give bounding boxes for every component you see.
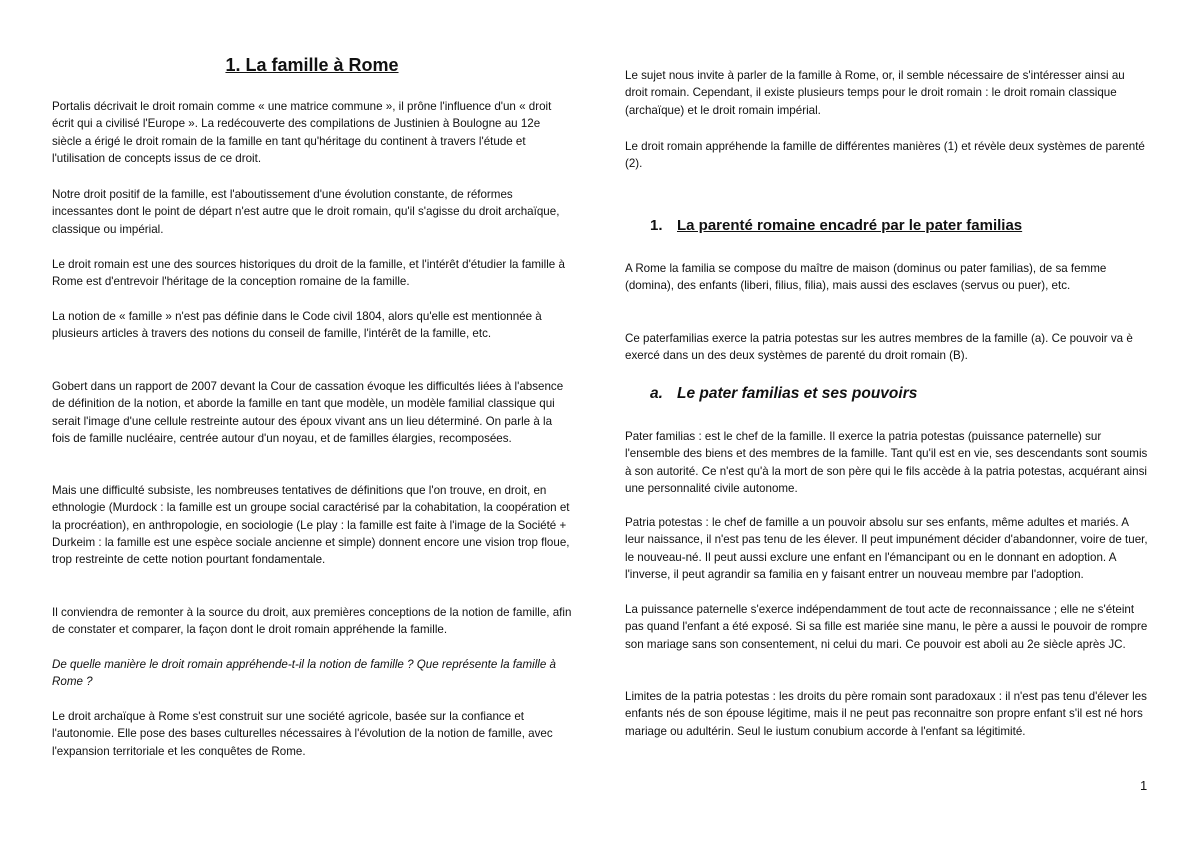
paragraph: Le droit romain est une des sources historiques du droit de la famille, et l'intérêt d'étudier la famille à Rome est d'entrevoir l'héritage de la conception romaine de la famille.	[52, 258, 565, 289]
paragraph: Il conviendra de remonter à la source du droit, aux premières conceptions de la notion de famille, afin de constater et comparer, la façon dont le droit romain appréhende la famille.	[52, 606, 572, 637]
paragraph: Le sujet nous invite à parler de la famille à Rome, or, il semble nécessaire de s'intéresser ainsi au droit romain. Cependant, il existe plusieurs temps pour le droit romain : le droit romain classique (archaïque) et le droit romain impérial.	[625, 69, 1125, 117]
paragraph: La notion de « famille » n'est pas définie dans le Code civil 1804, alors qu'elle est mentionnée à plusieurs articles à travers des notions du conseil de famille, l'intérêt de la famille, etc.	[52, 310, 542, 341]
paragraph: Pater familias : est le chef de la famille. Il exerce la patria potestas (puissance paternelle) sur l'ensemble des biens et des membres de la famille. Tant qu'il est en vie, ses descendants sont soumis à son autorité. Ce n'est qu'à la mort de son père qui le fils accède à la patria potestas, acquérant ainsi une personnalité civile autonome.	[625, 430, 1148, 495]
paragraph: Limites de la patria potestas : les droits du père romain sont paradoxaux : il n'est pas tenu d'élever les enfants nés de son épouse légitime, mais il ne peut pas reconnaitre son propre enfant s'il est né hors mariage ou adultérin. Seul le iustum conubium accorde à l'enfant sa légitimité.	[625, 690, 1147, 738]
page-number: 1	[1140, 778, 1148, 793]
paragraph: Mais une difficulté subsiste, les nombreuses tentatives de définitions que l'on trouve, en droit, en ethnologie (Murdock : la famille est un groupe social caractérisé par la cohabitation, la coopération et la procréation), en anthropologie, en sociologie (Le play : la famille est faite à l'image de la Société + Durkeim : la famille est une espèce sociale ancienne et simple) donnent encore une vision trop floue, trop restreinte de cette notion pourtant fondamentale.	[52, 484, 570, 567]
paragraph: Le droit romain appréhende la famille de différentes manières (1) et révèle deux systèmes de parenté (2).	[625, 140, 1145, 171]
paragraph: La puissance paternelle s'exerce indépendamment de tout acte de reconnaissance ; elle ne s'éteint pas quand l'enfant a été exposé. Si sa fille est mariée sine manu, le père a aussi le pouvoir de rompre son mariage sans son consentement, ni celui du mari. Ce pouvoir est aboli au 2e siècle après JC.	[625, 603, 1148, 651]
section-number: 1.	[650, 217, 663, 234]
section-heading	[650, 217, 1022, 234]
subsection-title: Le pater familias et ses pouvoirs	[677, 385, 918, 402]
paragraph: Ce paterfamilias exerce la patria potestas sur les autres membres de la famille (a). Ce pouvoir va è exercé dans un des deux systèmes de parenté du droit romain (B).	[625, 332, 1133, 363]
section-title: La parenté romaine encadré par le pater familias	[677, 217, 1023, 234]
paragraph: Notre droit positif de la famille, est l'aboutissement d'une évolution constante, de réformes incessantes dont le point de départ n'est autre que le droit romain, qu'il s'agisse du droit archaïque, classique ou impérial.	[52, 188, 560, 236]
subsection-number: a.	[650, 385, 663, 402]
paragraph: A Rome la familia se compose du maître de maison (dominus ou pater familias), de sa femme (domina), des enfants (liberi, filius, filia), mais aussi des esclaves (servus ou puer), etc.	[625, 262, 1107, 293]
paragraph: Le droit archaïque à Rome s'est construit sur une société agricole, basée sur la confiance et l'autonomie. Elle pose des bases culturelles nécessaires à l'évolution de la notion de famille, avec l'expansion territoriale et les conquêtes de Rome.	[52, 710, 553, 758]
paragraph: Patria potestas : le chef de famille a un pouvoir absolu sur ses enfants, même adultes et mariés. A leur naissance, il n'est pas tenu de les élever. Il peut impunément décider d'abandonner, voire de tuer, le nouveau-né. Il peut aussi exclure une enfant en l'émancipant ou en le donnant en adoption. A l'inverse, il peut agrandir sa familia en y faisant entrer un nouveau membre par l'adoption.	[625, 516, 1148, 581]
research-question: De quelle manière le droit romain appréhende-t-il la notion de famille ? Que représente la famille à Rome ?	[52, 658, 556, 689]
page-title: 1. La famille à Rome	[225, 55, 399, 75]
subsection-heading	[650, 385, 917, 403]
paragraph: Portalis décrivait le droit romain comme « une matrice commune », il prône l'influence d'un « droit écrit qui a civilisé l'Europe ». La redécouverte des compilations de Justinien à Boulogne au 12e siècle a érigé le droit romain de la famille en tant qu'héritage du continent à travers l'étude et l'utilisation de concepts issus de ce droit.	[52, 100, 552, 165]
paragraph: Gobert dans un rapport de 2007 devant la Cour de cassation évoque les difficultés liées à l'absence de définition de la notion, et aborde la famille en tant que modèle, un modèle familial classique qui serait l'image d'une cellule restreinte autour des époux vivant ans un lieu déterminé. On parle à la fois de famille nucléaire, centrée autour d'un noyau, et de familles élargies, recomposées.	[52, 380, 564, 445]
